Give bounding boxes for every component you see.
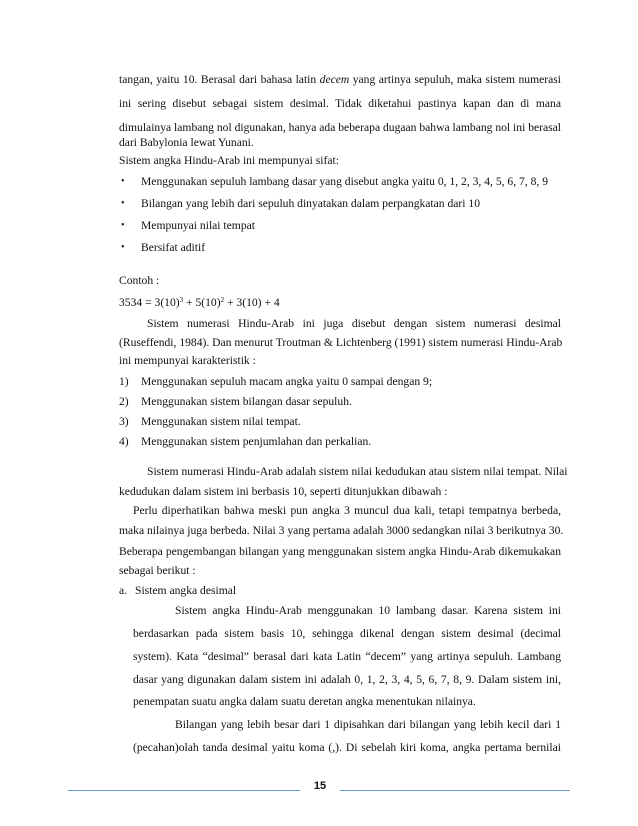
para2-line-1: Sistem numerasi Hindu-Arab ini juga disebut dengan sistem numerasi desimal xyxy=(147,317,561,330)
bullet-marker: • xyxy=(121,198,125,209)
para5-line-4: dasar yang digunakan dalam sistem ini adalah 0, 1, 2, 3, 4, 5, 6, 7, 8, 9. Dalam sistem ini, xyxy=(133,673,561,686)
list-item-2: Menggunakan sistem bilangan dasar sepuluh. xyxy=(141,395,352,408)
example-label: Contoh : xyxy=(119,274,160,287)
list-number: 3) xyxy=(119,415,129,428)
list-item-3: Menggunakan sistem nilai tempat. xyxy=(141,415,301,428)
para4-line-2: maka nilainya juga berbeda. Nilai 3 yang pertama adalah 3000 sedangkan nilai 3 berikutnya 30. xyxy=(119,524,564,537)
para5-line-1: Sistem angka Hindu-Arab menggunakan 10 lambang dasar. Karena sistem ini xyxy=(175,604,561,617)
para1-line-4: dari Babylonia lewat Yunani. xyxy=(119,136,254,149)
bullet-marker: • xyxy=(121,220,125,231)
bullet-item-1: Menggunakan sepuluh lambang dasar yang disebut angka yaitu 0, 1, 2, 3, 4, 5, 6, 7, 8, 9 xyxy=(141,175,548,188)
props-intro: Sistem angka Hindu-Arab ini mempunyai sifat: xyxy=(119,154,339,167)
bullet-marker: • xyxy=(121,242,125,253)
para6-line-2: (pecahan)olah tanda desimal yaitu koma (,). Di sebelah kiri koma, angka pertama bernilai xyxy=(133,741,561,754)
footer-rule-right xyxy=(340,790,570,791)
para4-line-3: Beberapa pengembangan bilangan yang menggunakan sistem angka Hindu-Arab dikemukakan xyxy=(119,545,561,558)
subsection-label: a. xyxy=(119,584,128,597)
para1-line-2: ini sering disebut sebagai sistem desimal. Tidak diketahui pastinya kapan dan di mana xyxy=(119,97,561,110)
para4-line-4: sebagai berikut : xyxy=(119,564,196,577)
page-number: 15 xyxy=(313,780,327,792)
para6-line-1: Bilangan yang lebih besar dari 1 dipisahkan dari bilangan yang lebih kecil dari 1 xyxy=(175,718,561,731)
para2-line-2: (Ruseffendi, 1984). Dan menurut Troutman & Lichtenberg (1991) sistem numerasi Hindu-Arab xyxy=(119,336,563,349)
para5-line-5: penempatan suatu angka dalam suatu deretan angka menentukan nilainya. xyxy=(133,695,476,708)
para2-line-3: ini mempunyai karakteristik : xyxy=(119,354,256,367)
list-number: 1) xyxy=(119,375,129,388)
example-formula: $3534 = 3(10)^3 + 5(10)^2 + 3(10) + 4$ xyxy=(119,296,280,309)
para1-line-3: dimulainya lambang nol digunakan, hanya ada beberapa dugaan bahwa lambang nol ini berasal xyxy=(119,121,562,134)
list-number: 2) xyxy=(119,395,129,408)
bullet-item-2: Bilangan yang lebih dari sepuluh dinyatakan dalam perpangkatan dari 10 xyxy=(141,197,481,210)
para5-line-3: system). Kata “desimal” berasal dari kata Latin “decem” yang artinya sepuluh. Lambang xyxy=(133,650,561,663)
list-item-1: Menggunakan sepuluh macam angka yaitu 0 sampai dengan 9; xyxy=(141,375,433,388)
para3-line-1: Sistem numerasi Hindu-Arab adalah sistem nilai kedudukan atau sistem nilai tempat. Nilai xyxy=(147,465,568,478)
list-number: 4) xyxy=(119,435,129,448)
para4-line-1: Perlu diperhatikan bahwa meski pun angka 3 muncul dua kali, tetapi tempatnya berbeda, xyxy=(133,504,561,517)
bullet-item-3: Mempunyai nilai tempat xyxy=(141,219,255,232)
bullet-item-4: Bersifat aditif xyxy=(141,241,206,254)
footer-rule-left xyxy=(68,790,300,791)
para3-line-2: kedudukan dalam sistem ini berbasis 10, seperti ditunjukkan dibawah : xyxy=(119,485,448,498)
para5-line-2: berdasarkan pada sistem basis 10, sehingga dikenal dengan sistem desimal (decimal xyxy=(133,627,561,640)
para1-line-1: tangan, yaitu 10. Berasal dari bahasa latin decem yang artinya sepuluh, maka sistem numerasi xyxy=(119,73,561,86)
subsection-title: Sistem angka desimal xyxy=(135,584,237,597)
bullet-marker: • xyxy=(121,176,125,187)
list-item-4: Menggunakan sistem penjumlahan dan perkalian. xyxy=(141,435,372,448)
